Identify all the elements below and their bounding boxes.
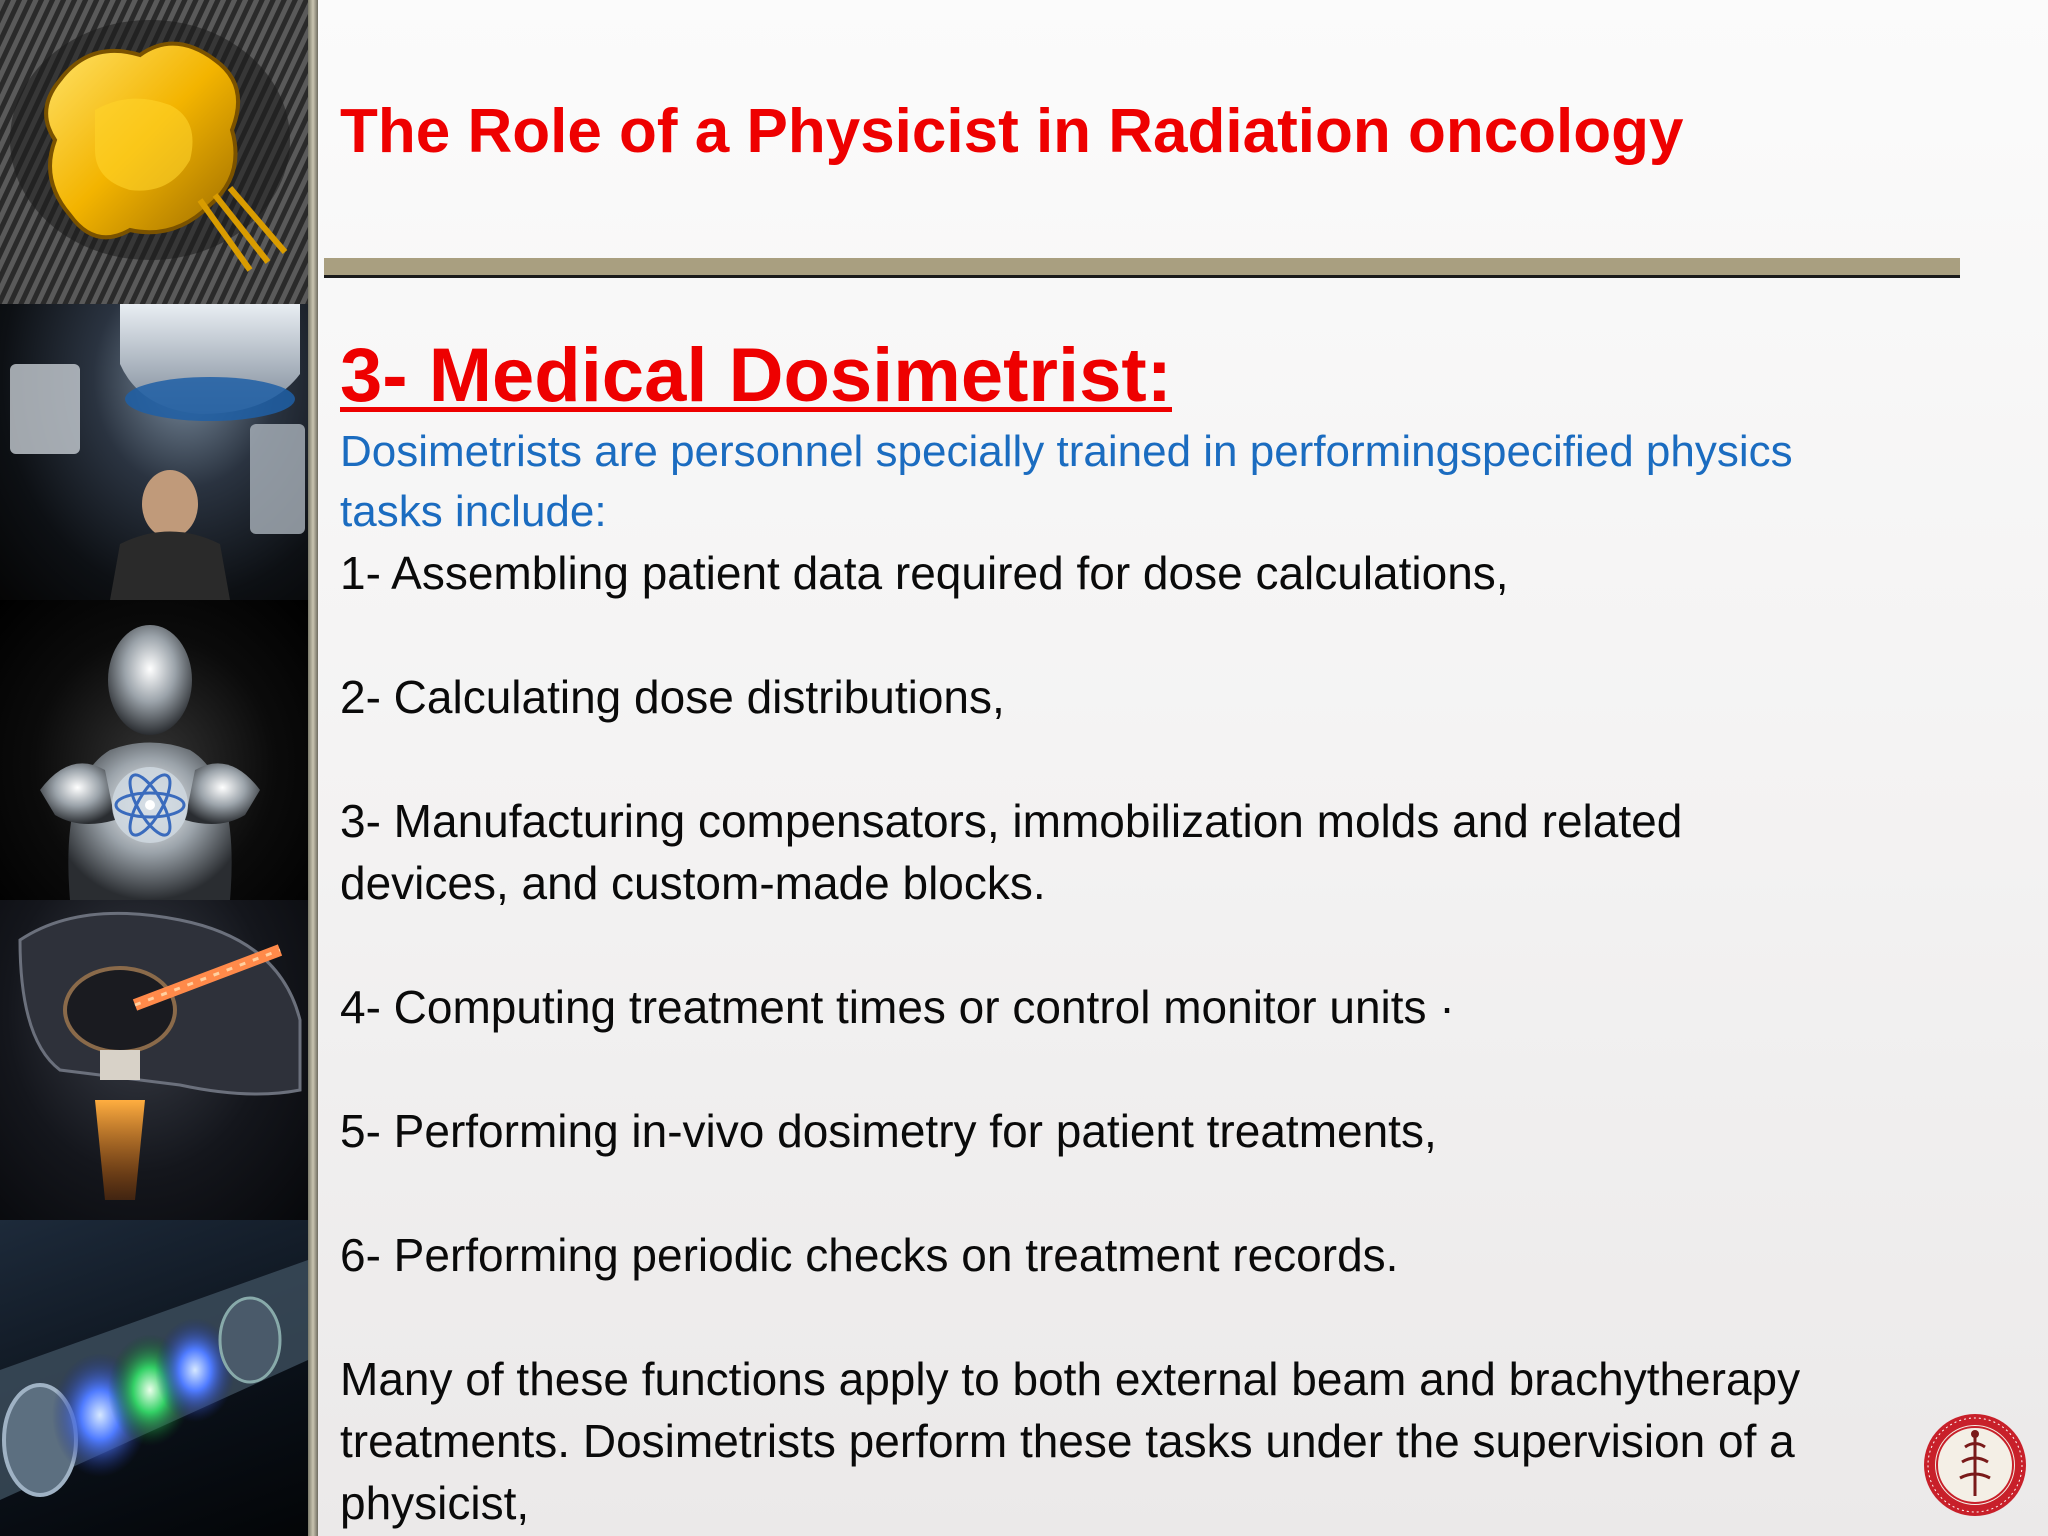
strip-divider bbox=[308, 0, 318, 1536]
task-item-text: 5- Performing in-vivo dosimetry for patient treatments, bbox=[340, 1105, 1437, 1157]
linac-machine-image bbox=[0, 304, 308, 600]
task-item bbox=[340, 790, 2030, 914]
section-heading: 3- Medical Dosimetrist: bbox=[340, 333, 1172, 418]
intro-line: tasks include: bbox=[340, 487, 607, 536]
task-item bbox=[340, 1100, 2030, 1162]
slide-body bbox=[340, 330, 2030, 1534]
task-item bbox=[340, 1224, 2030, 1286]
beam-tube-image bbox=[0, 1220, 308, 1536]
left-image-strip bbox=[0, 0, 308, 1536]
task-list bbox=[340, 542, 2030, 1286]
task-item bbox=[340, 542, 2030, 604]
title-divider bbox=[324, 258, 1960, 275]
task-item bbox=[340, 976, 2030, 1038]
atom-figure-image bbox=[0, 600, 308, 900]
closing-line: physicist, bbox=[340, 1477, 530, 1529]
task-item bbox=[340, 666, 2030, 728]
closing-paragraph bbox=[340, 1348, 2030, 1534]
task-item-text: 6- Performing periodic checks on treatment records. bbox=[340, 1229, 1399, 1281]
task-item-text: 3- Manufacturing compensators, immobilization molds and related bbox=[340, 795, 1683, 847]
title-divider-shadow bbox=[324, 275, 1960, 278]
task-item-text: devices, and custom-made blocks. bbox=[340, 857, 1046, 909]
task-item-text: 2- Calculating dose distributions, bbox=[340, 671, 1005, 723]
slide-title: The Role of a Physicist in Radiation oncology bbox=[340, 97, 1684, 166]
collimator-image bbox=[0, 0, 308, 304]
closing-line: treatments. Dosimetrists perform these tasks under the supervision of a bbox=[340, 1415, 1795, 1467]
intro-line: Dosimetrists are personnel specially trained in performingspecified physics bbox=[340, 427, 1793, 476]
institution-seal-logo bbox=[1922, 1412, 2028, 1518]
task-item-text: 4- Computing treatment times or control monitor units · bbox=[340, 981, 1455, 1033]
closing-line: Many of these functions apply to both external beam and brachytherapy bbox=[340, 1353, 1801, 1405]
accelerator-cutaway-image bbox=[0, 900, 308, 1220]
task-item-text: 1- Assembling patient data required for dose calculations, bbox=[340, 547, 1509, 599]
